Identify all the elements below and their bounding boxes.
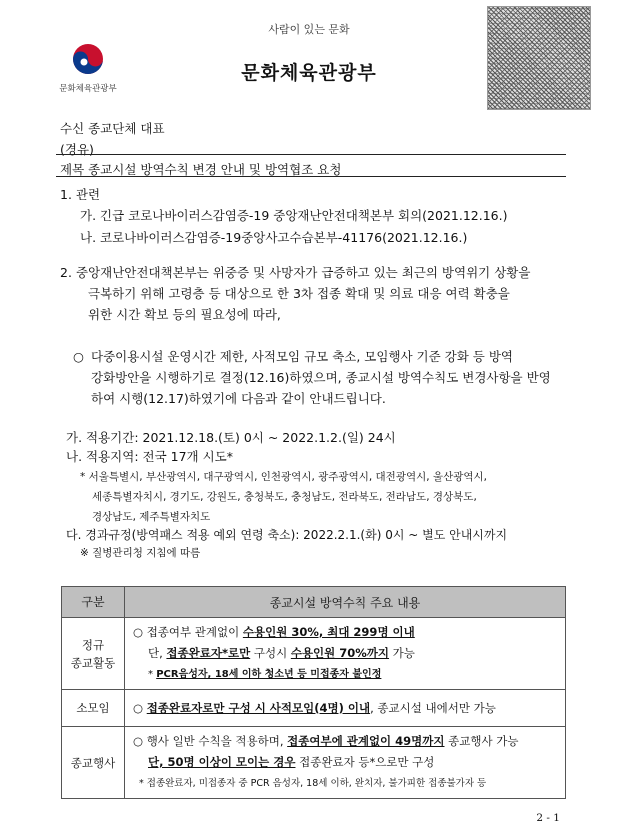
transition-rule: 다. 경과규정(방역패스 적용 예외 연령 축소): 2022.2.1.(화) 0시 ~ 별도 안내시까지 [66, 528, 508, 542]
paragraph-line: 하여 시행(12.17)하였기에 다음과 같이 안내드립니다. [91, 391, 386, 406]
apply-period: 가. 적용기간: 2021.12.18.(토) 0시 ~ 2022.1.2.(일) 24시 [66, 430, 396, 445]
rule-emphasis: 수용인원 70%까지 [290, 646, 390, 660]
ministry-title: 문화체육관광부 [241, 62, 377, 84]
note-text: * 접종완료자, 미접종자 중 PCR 음성자, 18세 이하, 완치자, 불가피한 접종불가자 등 [139, 778, 487, 789]
rule-text: 단, [148, 646, 167, 660]
via-line: (경유) [60, 142, 94, 157]
paragraph-line: 다중이용시설 운영시간 제한, 사적모임 규모 축소, 모임행사 기준 강화 등 방역 [91, 349, 514, 364]
rule-emphasis: 접종완료자*로만 [166, 646, 251, 660]
rule-text: 가능 [389, 646, 415, 660]
rule-text: , 종교시설 내에서만 가능 [370, 700, 496, 715]
paragraph-line: 강화방안을 시행하기로 결정(12.16)하였으며, 종교시설 방역수칙도 변경사항을 반영 [91, 370, 551, 385]
note-emphasis: PCR음성자, 18세 이하 청소년 등 미접종자 불인정 [156, 669, 382, 680]
category-cell [62, 618, 125, 690]
section-1-item: 나. 코로나바이러스감염증-19중앙사고수습본부-41176(2021.12.16.) [80, 230, 468, 245]
rule-emphasis: 접종여부에 관계없이 49명까지 [287, 734, 445, 748]
divider [56, 154, 566, 155]
rule-text: ○ 행사 일반 수칙을 적용하며, [133, 734, 288, 748]
table-row [62, 690, 566, 727]
category-cell: 소모임 [62, 690, 125, 727]
bullet-paragraph [91, 346, 571, 409]
rule-emphasis: 단, 50명 이상이 모이는 경우 [148, 755, 296, 769]
logo-text: 문화체육관광부 [59, 84, 117, 94]
section-2-paragraph [76, 262, 566, 325]
qr-code-icon [487, 6, 591, 110]
apply-region: 나. 적용지역: 전국 17개 시도* [66, 449, 233, 464]
category-line: 종교활동 [70, 655, 116, 670]
section-1-heading: 1. 관련 [60, 187, 101, 202]
paragraph-line: 극복하기 위해 고령층 등 대상으로 한 3차 접종 확대 및 의료 대응 여력 확충을 [88, 286, 510, 301]
table-header: 종교시설 방역수칙 주요 내용 [125, 587, 566, 618]
region-note-line: 경상남도, 제주특별자치도 [92, 511, 211, 523]
bullet-circle: ○ [73, 349, 84, 364]
rule-text: 종교행사 가능 [444, 734, 519, 748]
rule-text: ○ 접종여부 관계없이 [133, 625, 243, 639]
transition-note: ※ 질병관리청 지침에 따름 [80, 547, 201, 559]
rule-emphasis: 접종완료자로만 구성 시 사적모임(4명) 이내 [146, 700, 371, 715]
category-cell: 종교행사 [62, 727, 125, 799]
section-1-item: 가. 긴급 코로나바이러스감염증-19 중앙재난안전대책본부 회의(2021.12.16.) [80, 208, 508, 223]
note-text: * [148, 669, 157, 680]
table-row [62, 618, 566, 690]
paragraph-line: 중앙재난안전대책본부는 위중증 및 사망자가 급증하고 있는 최근의 방역위기 상황을 [76, 265, 531, 280]
recipient-line: 수신 종교단체 대표 [60, 121, 165, 136]
content-cell [125, 690, 566, 727]
section-2-heading: 2. [60, 265, 72, 280]
rule-text: 접종완료자 등*으로만 구성 [295, 755, 435, 769]
subject-line: 제목 종교시설 방역수칙 변경 안내 및 방역협조 요청 [60, 162, 342, 177]
region-note [80, 467, 487, 527]
table-row [62, 727, 566, 799]
rule-emphasis: 수용인원 30%, 최대 299명 이내 [242, 625, 415, 639]
rule-text: 구성시 [250, 646, 291, 660]
content-cell [125, 618, 566, 690]
quarantine-rules-table [61, 586, 566, 799]
rule-text: ○ [133, 700, 147, 715]
region-note-line: 세종특별자치시, 경기도, 강원도, 충청북도, 충청남도, 전라북도, 전라남도, 경상북도, [92, 491, 477, 503]
slogan: 사람이 있는 문화 [268, 23, 350, 36]
divider [56, 176, 566, 177]
region-note-line: * 서울특별시, 부산광역시, 대구광역시, 인천광역시, 광주광역시, 대전광역시, 울산광역시, [80, 471, 487, 483]
category-line: 정규 [81, 637, 105, 652]
page-number: 2 - 1 [536, 812, 560, 824]
table-header: 구분 [62, 587, 125, 618]
paragraph-line: 위한 시간 확보 등의 필요성에 따라, [88, 307, 281, 322]
table-header-row [62, 587, 566, 618]
content-cell [125, 727, 566, 799]
